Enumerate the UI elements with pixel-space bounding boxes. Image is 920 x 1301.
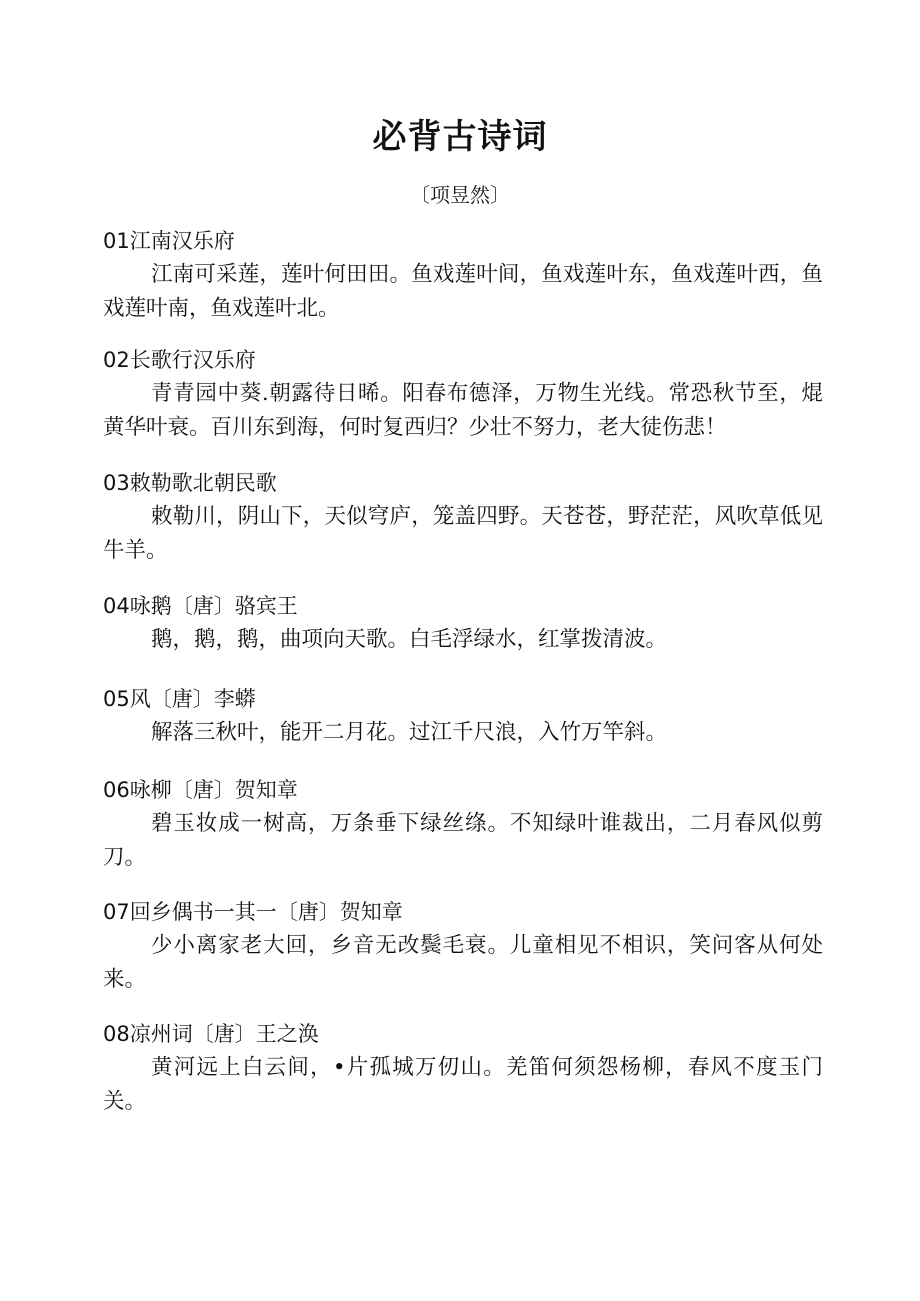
document-title: 必背古诗词 (372, 117, 548, 157)
poem-text: 鹅，鹅，鹅，曲项向天歌。白毛浮绿水，红掌拨清波。 (151, 627, 668, 652)
poem-heading: 08凉州词〔唐〕王之涣 (103, 1022, 319, 1046)
poem-heading: 03敕勒歌北朝民歌 (103, 471, 277, 495)
document-author: 〔项昱然〕 (410, 183, 510, 207)
poem-heading: 02长歌行汉乐府 (103, 348, 256, 372)
poem-text: 青青园中葵.朝露待日晞。阳春布德泽，万物生光线。常恐秋节至，焜黄华叶衰。百川东到海，何时复西归？少壮不努力，老大徒伤悲！ (103, 381, 823, 440)
poem-text: 碧玉妆成一树高，万条垂下绿丝绦。不知绿叶谁裁出，二月春风似剪刀。 (103, 811, 823, 870)
poem-heading: 06咏柳〔唐〕贺知章 (103, 778, 298, 802)
poem-text: 江南可采莲，莲叶何田田。鱼戏莲叶间，鱼戏莲叶东，鱼戏莲叶西，鱼戏莲叶南，鱼戏莲叶北。 (103, 262, 823, 321)
poem-entry (103, 589, 823, 657)
poem-heading: 07回乡偶书一其一〔唐〕贺知章 (103, 900, 403, 924)
poem-entry (103, 343, 823, 445)
poem-entry (103, 224, 823, 326)
poem-heading: 05风〔唐〕李蟒 (103, 687, 256, 711)
poem-heading: 01江南汉乐府 (103, 229, 235, 253)
poem-entry (103, 1017, 823, 1119)
poem-text: 黄河远上白云间，•片孤城万仞山。羌笛何须怨杨柳，春风不度玉门关。 (103, 1055, 823, 1114)
poem-text: 敕勒川，阴山下，天似穹庐，笼盖四野。天苍苍，野茫茫，风吹草低见牛羊。 (103, 504, 823, 563)
poem-text: 少小离家老大回，乡音无改鬓毛衰。儿童相见不相识，笑问客从何处来。 (103, 933, 823, 992)
poem-text: 解落三秋叶，能开二月花。过江千尺浪，入竹万竿斜。 (151, 720, 668, 745)
poem-entry (103, 682, 823, 750)
poem-heading: 04咏鹅〔唐〕骆宾王 (103, 594, 298, 618)
poem-entry (103, 895, 823, 997)
poem-entry (103, 773, 823, 875)
poem-entry (103, 466, 823, 568)
